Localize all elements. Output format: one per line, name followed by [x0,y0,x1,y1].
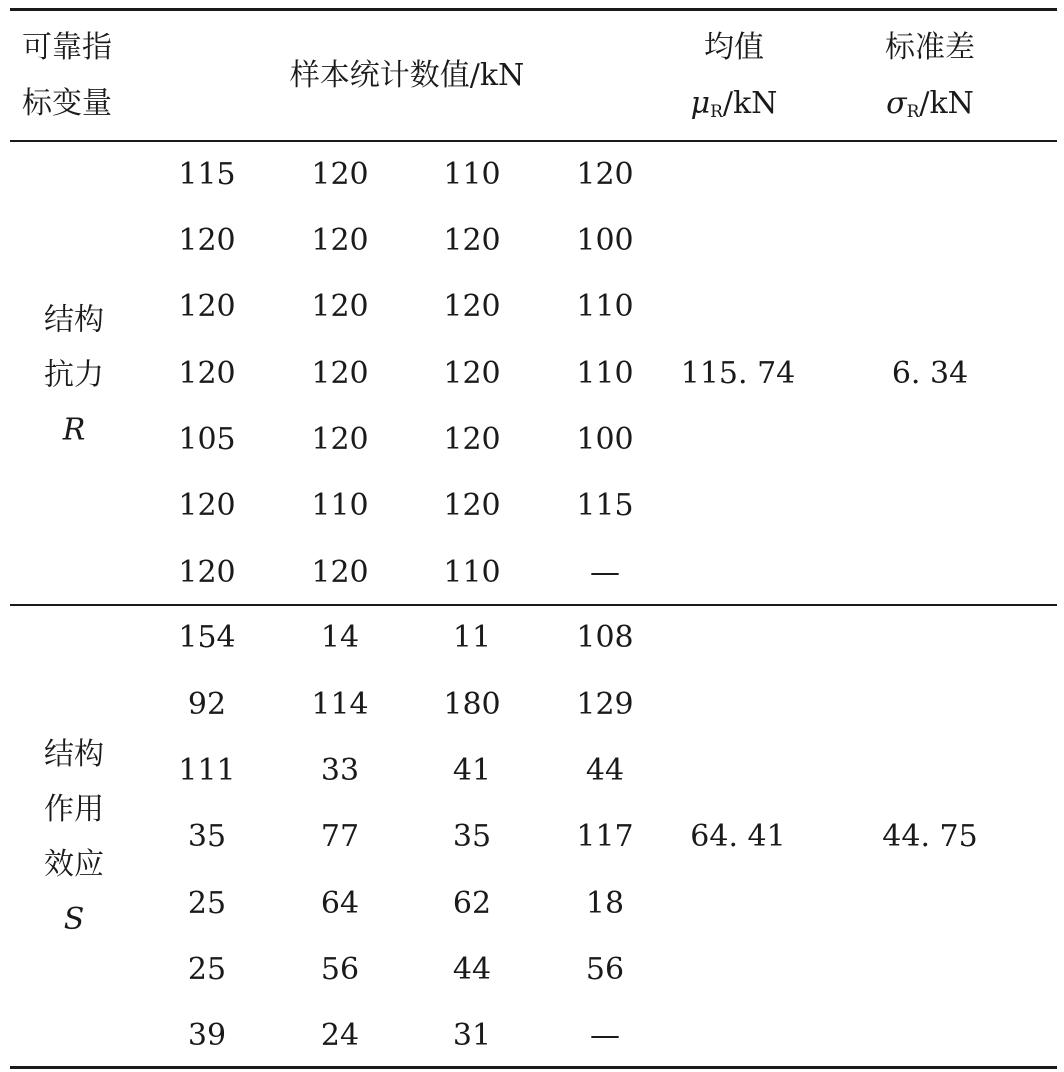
cell: 115 [576,488,634,523]
cell: 14 [320,620,360,655]
cell: 180 [443,687,501,722]
cell: 115 [178,157,236,192]
cell: 129 [576,687,634,722]
cell: 120 [311,356,369,391]
cell: 154 [178,620,236,655]
header-variable-line2: 标变量 [22,86,112,121]
cell: 25 [187,952,227,987]
cell: 33 [320,753,360,788]
cell: 31 [452,1018,492,1053]
cell: 120 [443,488,501,523]
cell: — [590,555,620,590]
cell: 56 [320,952,360,987]
cell: 120 [311,555,369,590]
cell: 105 [178,422,236,457]
cell: — [590,1018,620,1053]
cell: 120 [443,223,501,258]
header-variable-line1: 可靠指 [22,30,112,65]
header-std [885,20,975,140]
cell: 120 [311,422,369,457]
header-samples: 样本统计数值/kN [289,58,525,93]
group-r-mean: 115. 74 [680,356,796,391]
header-mean-symbol: $\mu_R/kN$ [690,86,778,122]
cell: 62 [452,886,492,921]
cell: 110 [576,356,634,391]
cell: 35 [187,819,227,854]
cell: 64 [320,886,360,921]
cell: 110 [576,289,634,324]
cell: 120 [443,356,501,391]
cell: 120 [178,555,236,590]
header-std-line1: 标准差 [885,30,975,65]
cell: 120 [443,422,501,457]
cell: 120 [576,157,634,192]
cell: 44 [452,952,492,987]
cell: 100 [576,223,634,258]
cell: 11 [452,620,492,655]
top-rule [10,8,1057,11]
group-s-std: 44. 75 [882,819,978,854]
cell: 110 [311,488,369,523]
header-mean [691,20,778,140]
cell: 44 [585,753,625,788]
cell: 120 [311,289,369,324]
cell: 100 [576,422,634,457]
cell: 120 [178,223,236,258]
cell: 39 [187,1018,227,1053]
cell: 114 [311,687,369,722]
cell: 56 [585,952,625,987]
cell: 110 [443,555,501,590]
cell: 111 [178,753,236,788]
header-variable [22,20,112,132]
cell: 24 [320,1018,360,1053]
bottom-rule [10,1066,1057,1069]
cell: 120 [178,289,236,324]
cell: 120 [311,157,369,192]
cell: 117 [576,819,634,854]
cell: 35 [452,819,492,854]
cell: 41 [452,753,492,788]
cell: 120 [443,289,501,324]
cell: 77 [320,819,360,854]
cell: 18 [585,886,625,921]
header-std-symbol: $\sigma_R/kN$ [886,86,974,122]
group-divider-rule [10,604,1057,606]
group-r-std: 6. 34 [891,356,969,391]
group-s-mean: 64. 41 [690,819,786,854]
header-mean-line1: 均值 [703,30,764,65]
cell: 120 [311,223,369,258]
group-r-label: 结构 抗力 R [44,302,104,448]
cell: 25 [187,886,227,921]
cell: 108 [576,620,634,655]
cell: 120 [178,488,236,523]
header-rule [10,140,1057,142]
cell: 120 [178,356,236,391]
cell: 110 [443,157,501,192]
group-s-label: 结构 作用 效应 S [44,737,104,937]
cell: 92 [187,687,227,722]
reliability-table [10,8,1057,1070]
